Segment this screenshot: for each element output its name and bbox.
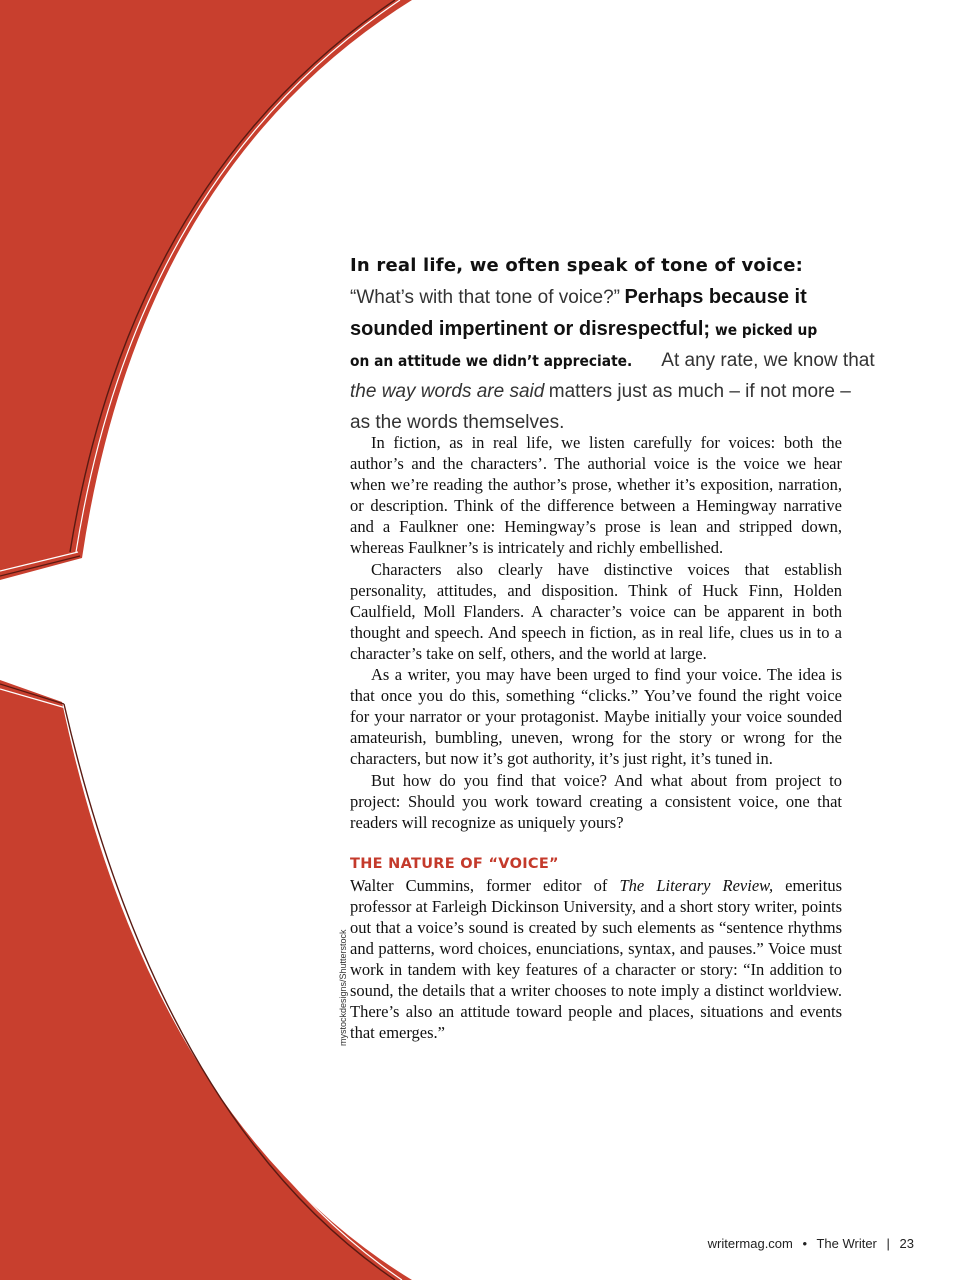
body-paragraph: But how do you find that voice? And what about from project to project: Should you work toward creating a consistent voice, one that readers will recognize as uniquely yours? (350, 770, 842, 832)
page-footer (708, 1236, 914, 1251)
footer-bullet: • (802, 1236, 808, 1251)
body-paragraph: Characters also clearly have distinctive voices that establish personality, attitudes, and disposition. Think of Huck Finn, Holden Caulfield, Moll Flanders. A character’s voice can be apparent in both thought and speech. And speech in fiction, as in real life, clues us in to a character’s take on self, others, and the world at large. (350, 559, 842, 663)
section-heading: THE NATURE OF “VOICE” (350, 855, 559, 872)
deck-light-2: matters just as much – if not more – (548, 381, 851, 402)
pull-quote-deck (350, 251, 875, 439)
deck-heavy-3: on an attitude we didn’t appreciate. (350, 352, 633, 370)
page-number: 23 (899, 1236, 914, 1251)
footer-site: writermag.com (707, 1236, 793, 1251)
body-paragraph: As a writer, you may have been urged to find your voice. The idea is that once you do this, something “clicks.” You’ve found the right voice for your narrator or your protagonist. Maybe initially your voice sounded amateurish, bumbling, uneven, wrong for the story or wrong for the characters, but now it’s got authority, it’s just right, it’s tuned in. (350, 665, 842, 769)
para5-start: Walter Cummins, former editor of (350, 875, 620, 895)
deck-italic: the way words are said (350, 381, 545, 402)
deck-light-1: At any rate, we know that (661, 350, 875, 371)
deck-line-1: In real life, we often speak of tone of voice: (350, 255, 804, 276)
deck-light-3: as the words themselves. (350, 412, 565, 433)
publication-title: The Literary Review, (619, 875, 774, 895)
deck-bold-1: Perhaps because it (624, 286, 807, 308)
article-body (350, 432, 842, 1044)
deck-quote: “What’s with that tone of voice?” (350, 287, 620, 308)
deck-heavy-2: we picked up (714, 321, 817, 339)
body-paragraph: In fiction, as in real life, we listen carefully for voices: both the author’s and the characters’. The authorial voice is the voice we hear when we’re reading the author’s prose, whether it’s exposition, narration, or description. Think of the difference between a Hemingway narrative and a Faulkner one: Hemingway’s prose is lean and stripped down, whereas Faulkner’s is intricately and richly embellished. (350, 433, 842, 558)
body-paragraph (350, 875, 842, 1044)
deck-bold-2: sounded impertinent or disrespectful; (350, 318, 711, 340)
para5-rest: emeritus professor at Farleigh Dickinson University, and a short story writer, points out that a voice’s sound is created by such elements as “sentence rhythms and patterns, word choices, enunciations, syntax, and pauses.” Voice must work in tandem with key features of a character or story: “In addition to sound, the details that a writer chooses to note imply a distinct worldview. There’s also an attitude toward people and places, situations and events that emerges.” (350, 875, 842, 1043)
photo-credit: mystockdesigns/Shutterstock (338, 929, 348, 1046)
footer-divider: | (886, 1236, 890, 1251)
footer-magazine: The Writer (816, 1236, 877, 1251)
